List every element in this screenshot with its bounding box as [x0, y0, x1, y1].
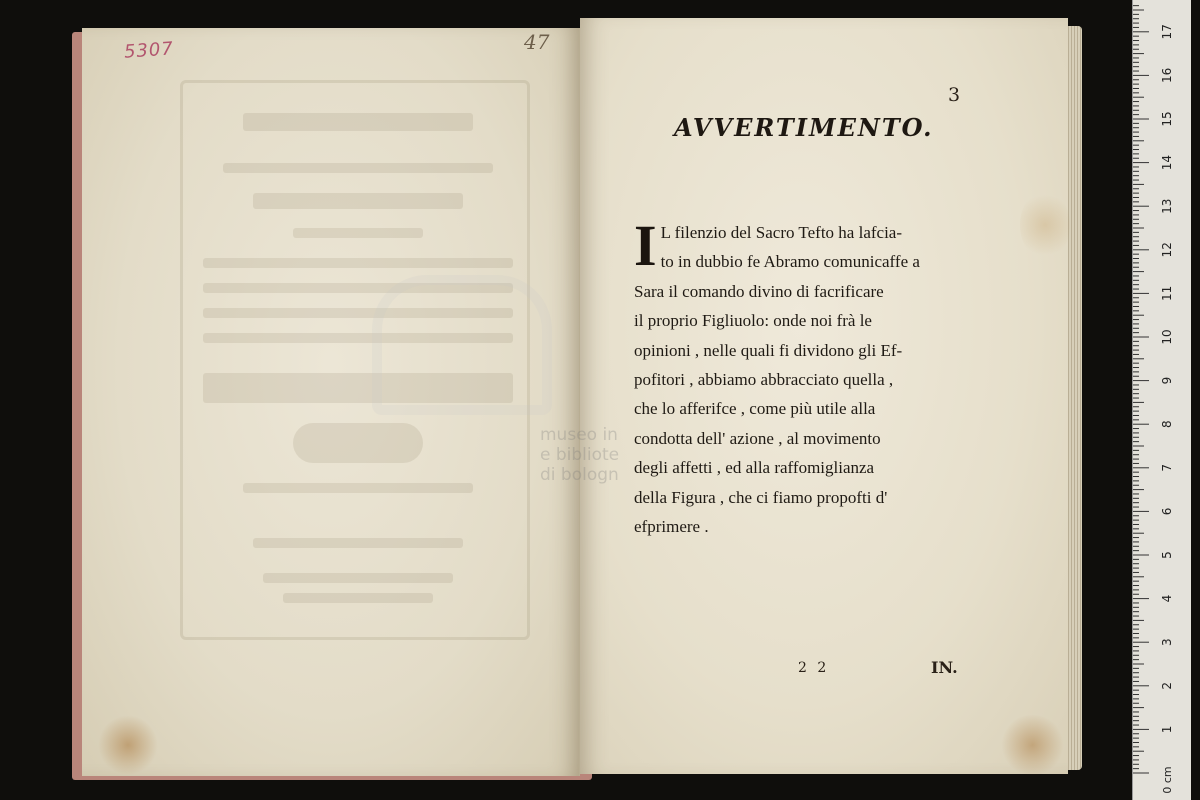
- catchword: IN.: [931, 658, 958, 677]
- foxing-stain: [1020, 190, 1070, 260]
- ruler-number: 7: [1160, 463, 1174, 472]
- watermark-line: museo in: [540, 425, 618, 445]
- ruler-number: 5: [1160, 551, 1174, 559]
- page-number: 3: [948, 84, 961, 106]
- foxing-stain: [98, 715, 158, 775]
- watermark-line: e bibliote: [540, 445, 620, 465]
- ruler-number: 12: [1160, 242, 1174, 258]
- ruler-number: 6: [1160, 507, 1174, 516]
- handwritten-page-mark: 47: [524, 30, 550, 54]
- ruler-number: 3: [1160, 638, 1174, 647]
- ruler-number: 11: [1160, 285, 1174, 302]
- text-line: Sara il comando divino di facrificare: [634, 281, 884, 301]
- measurement-ruler: [1132, 0, 1191, 800]
- ruler-number: 17: [1160, 24, 1174, 40]
- text-line: condotta dell' azione , al movimento: [634, 428, 881, 448]
- ruler-scale: [1133, 0, 1191, 800]
- text-line: opinioni , nelle quali fi dividono gli Ef-: [634, 340, 903, 360]
- ruler-number: 13: [1160, 198, 1174, 214]
- text-line: L filenzio del Sacro Tefto ha lafcia-: [660, 223, 902, 242]
- text-line: efprimere .: [634, 517, 709, 537]
- ruler-unit-label: 0 cm: [1161, 766, 1174, 794]
- text-line: to in dubbio fe Abramo comunicaffe a: [660, 252, 920, 272]
- drop-cap: I: [634, 213, 657, 278]
- page-edges: [1066, 26, 1082, 770]
- ruler-number: 4: [1160, 594, 1174, 603]
- text-line: il proprio Figliuolo: onde noi frà le: [634, 311, 872, 331]
- ruler-number: 16: [1160, 67, 1174, 84]
- handwritten-inventory-number: 5307: [123, 38, 175, 63]
- ruler-number: 9: [1160, 376, 1174, 385]
- text-line: pofitori , abbiamo abbracciato quella ,: [634, 370, 894, 390]
- text-line: della Figura , che ci fiamo propofti d': [634, 487, 888, 507]
- text-line: degli affetti , ed alla raffomiglianza: [634, 458, 875, 478]
- watermark-logo: [372, 275, 552, 415]
- body-paragraph: [634, 213, 984, 541]
- ruler-number: 2: [1160, 681, 1174, 690]
- ruler-number: 1: [1160, 725, 1174, 734]
- text-line: che lo afferifce , come più utile alla: [634, 399, 876, 419]
- watermark-line: di bologn: [540, 465, 619, 485]
- ruler-number: 14: [1160, 154, 1174, 171]
- signature-mark: 2 2: [798, 660, 830, 676]
- page-heading: AVVERTIMENTO.: [674, 113, 934, 142]
- foxing-stain: [1000, 715, 1065, 775]
- ruler-number: 8: [1160, 420, 1174, 429]
- ruler-number: 15: [1160, 111, 1174, 127]
- ruler-number: 10: [1160, 329, 1174, 345]
